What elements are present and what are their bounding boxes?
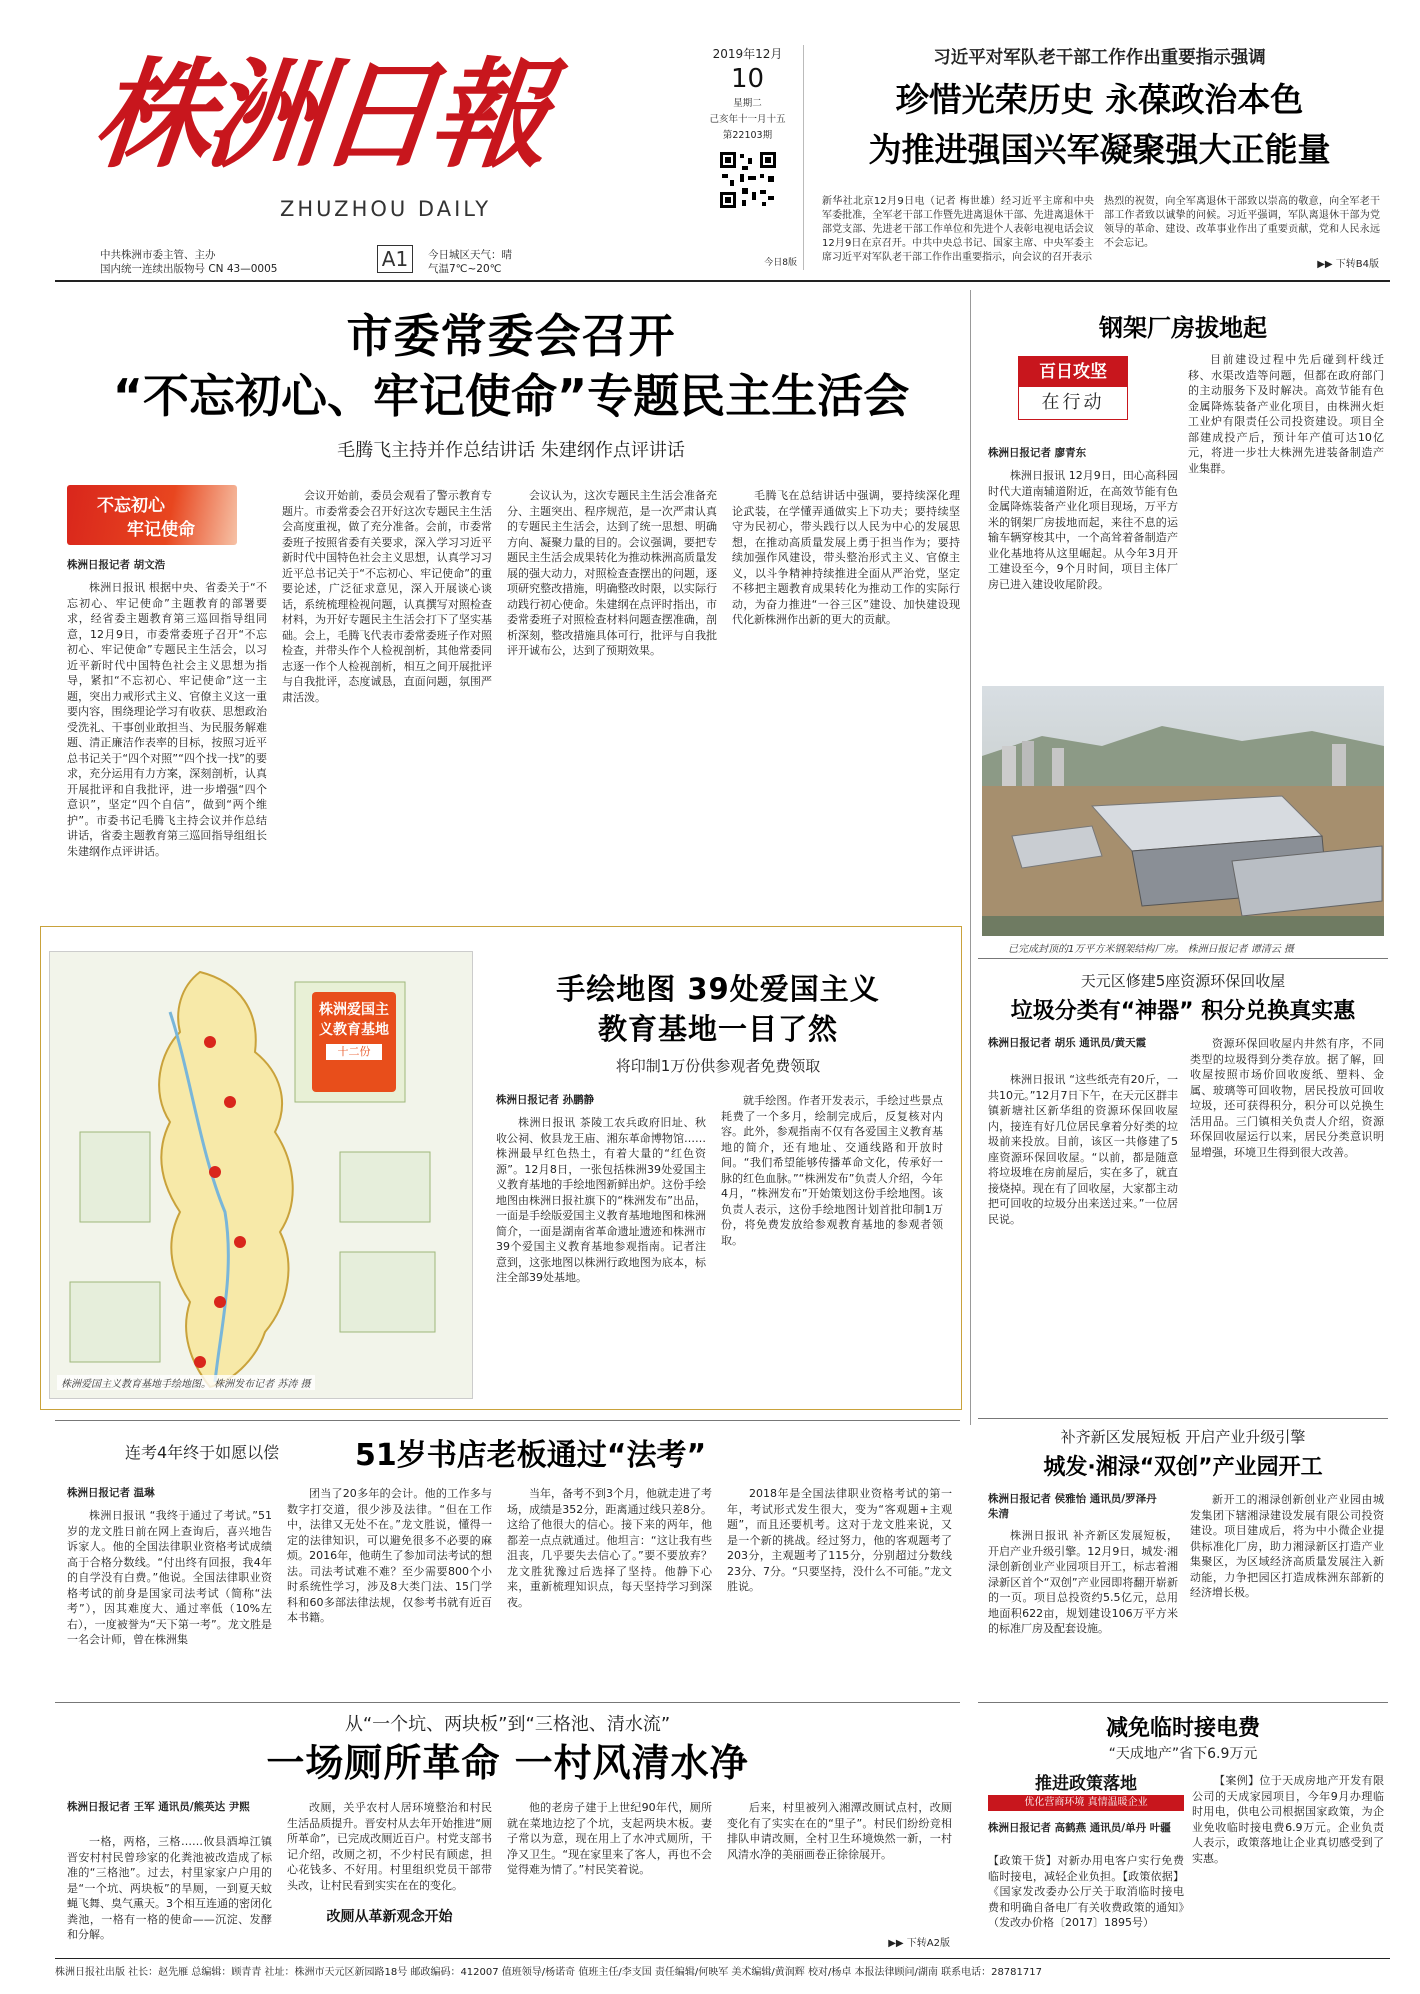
map-caption: 株洲爱国主义教育基地手绘地图。 株洲发布记者 苏涛 摄 [57,1375,315,1390]
map-illustration [50,952,473,1399]
bookstore-headline[interactable]: 51岁书店老板通过“法考” [355,1438,707,1473]
map-badge-title: 株洲爱国主义教育基地 [319,1002,389,1038]
map-story-box [40,926,962,1410]
map-headline-2[interactable]: 教育基地一目了然 [597,1012,838,1046]
fee-badge-top: 推进政策落地 [1035,1774,1137,1794]
steel-photo[interactable] [982,686,1384,936]
top-story-headline-2[interactable]: 为推进强国兴军凝聚强大正能量 [868,130,1331,169]
top-story-column-2: 热烈的祝贺，向全军离退休干部致以崇高的敬意，向全军老干部工作者致以诚挚的问候。习近平强调，军队离退休干部为党领导的革命、建设、改革事业作出了重要贡献，党和人民永远不会忘记。 [1104,196,1380,249]
masthead-divider [55,280,1390,282]
toilet-jump-label: 下转A2版 [906,1938,950,1949]
date-pages: 今日8版 [764,258,797,268]
toilet-kicker: 从“一个坑、两块板”到“三格池、清水流” [344,1714,671,1735]
map-badge-year: 十二份 [326,1044,382,1060]
date-issue: 第22103期 [722,130,773,141]
divider-garbage [978,958,1388,959]
date-box [692,45,804,270]
park-byline: 株洲日报记者 侯雅怡 通讯员/罗泽丹 朱清 [988,1493,1157,1520]
steel-badge-bottom: 在行动 [1041,392,1105,413]
map-byline: 株洲日报记者 孙鹏静 [496,1094,595,1106]
lead-byline: 株洲日报记者 胡文浩 [67,559,166,571]
masthead [50,35,690,275]
park-column-1: 株洲日报讯 补齐新区发展短板，开启产业升级引擎。12月9日，城发·湘渌创新创业产业园项目开工，标志着湘渌新区首个“双创”产业园即将翻开崭新的一页。项目总投资约5.5亿元，总用地面积622亩，规划建设106万平方米的标准厂房及配套设施。 [988,1529,1178,1635]
masthead-english: ZHUZHOU DAILY [280,197,492,221]
toilet-subhead: 改厕从革新观念开始 [326,1909,453,1925]
park-column-2: 新开工的湘渌创新创业产业园由城发集团下辖湘渌建设发展有限公司投资建设。项目建成后，将为中小微企业提供标准化厂房，助力湘渌新区打造产业集聚区，为区域经济高质量发展注入新动能，力争把园区打造成株洲东部新的经济增长极。 [1190,1493,1384,1599]
steel-caption: 已完成封顶的1万平方米钢架结构厂房。 株洲日报记者 谭清云 摄 [1008,944,1294,955]
garbage-kicker: 天元区修建5座资源环保回收屋 [1080,972,1286,990]
fee-badge-bottom: 优化营商环境 真情温暖企业 [988,1795,1184,1811]
fee-subtitle: “天成地产”省下6.9万元 [1108,1746,1258,1762]
date-lunar: 己亥年十一月十五 [709,114,786,125]
steel-story [978,290,1388,958]
bookstore-byline: 株洲日报记者 温琳 [67,1487,155,1499]
qr-code[interactable] [718,150,778,210]
top-story-jump-label: 下转B4版 [1335,259,1379,270]
lead-column-3: 会议认为，这次专题民主生活会准备充分、主题突出、程序规范，是一次严肃认真的专题民主生活会，达到了统一思想、明确方向、凝聚力量的目的。会议强调，要把专题民主生活会成果转化为推动株洲高质量发展的强大动力，对照检查查摆出的问题，逐项研究整改措施，明确整改时限，以实际行动践行初心使命。朱建纲在点评时指出，市委常委班子对照检查材料问题查摆准确，剖析深刻，整改措施具体可行，批评与自我批评开诚布公，达到了预期效果。 [507,489,717,657]
lead-subtitle: 毛腾飞主持并作总结讲话 朱建纲作点评讲话 [337,440,685,461]
lead-story [55,290,967,915]
divider-bookstore [55,1420,960,1421]
fee-story [978,1702,1388,1957]
lead-tag [67,485,237,545]
toilet-column-3: 他的老房子建于上世纪90年代，厕所就在菜地边挖了个坑，支起两块木板。妻子常以为意，现在用上了水冲式厕所，干净又卫生。“现在家里来了客人，再也不会觉得难为情了。”村民笑着说。 [507,1801,712,1876]
top-story-kicker[interactable]: 习近平对军队老干部工作作出重要指示强调 [933,48,1266,68]
footer: 株洲日报社出版 社长：赵先雁 总编辑：顾青青 社址：株洲市天元区新园路18号 邮政编码：412007 值班领导/杨诺奇 值班主任/李支国 责任编辑/何映军 美术编辑/黄润辉 校对/杨卓 本报法律顾问/湖南 联系电话：28781717 [55,1967,1042,1978]
lead-title-2[interactable]: “不忘初心、牢记使命”专题民主生活会 [112,369,910,423]
fee-column-2: 【案例】位于天成房地产开发有限公司的天成家园项目，今年9月办理临时用电，供电公司根据国家政策，为企业免收临时接电费6.9万元。企业负责人表示，政策落地让企业真切感受到了实惠。 [1192,1774,1384,1865]
top-story-jump[interactable]: ▶▶ 下转B4版 [1317,259,1379,270]
bookstore-kicker: 连考4年终于如愿以偿 [125,1443,280,1462]
fee-byline: 株洲日报记者 高鹤燕 通讯员/单丹 叶疆 [988,1822,1171,1834]
toilet-story [55,1704,960,1952]
bookstore-column-4: 2018年是全国法律职业资格考试的第一年，考试形式发生很大，变为“客观题+主观题”，而且还要机考。这对于龙文胜来说，又是一个新的挑战。经过努力，他的客观题考了203分，主观题考了115分，分别超过分数线23分、7分。“只要坚持，没什么不可能。”龙文胜说。 [727,1487,952,1593]
divider-toilet [55,1702,960,1703]
top-story-headline-1[interactable]: 珍惜光荣历史 永葆政治本色 [895,80,1304,119]
weather-temp: 气温7℃~20℃ [428,263,502,275]
toilet-column-4: 后来，村里被列入湘潭改厕试点村，改厕变化有了实实在在的“里子”。村民们纷纷竞相排队申请改厕，全村卫生环境焕然一新，一村风清水净的美丽画卷正徐徐展开。 [727,1801,952,1861]
bookstore-story [55,1422,960,1702]
right-column-divider [970,290,971,1425]
date-day: 10 [730,64,765,94]
bookstore-column-3: 当年，备考不到3个月，他就走进了考场，成绩是352分，距离通过线只差8分。这给了他很大的信心。接下来的两年，他都差一点点就通过。他坦言：“这让我有些沮丧，几乎要失去信心了。”要不要放弃？龙文胜犹豫过后选择了坚持。他静下心来，重新梳理知识点，每天坚持学习到深夜。 [507,1487,712,1609]
date-weekday: 星期二 [733,98,762,109]
park-headline[interactable]: 城发·湘渌“双创”产业园开工 [1043,1455,1323,1480]
bookstore-column-1: 株洲日报讯 “我终于通过了考试。”51岁的龙文胜日前在网上查询后，喜兴地告诉家人。他的全国法律职业资格考试成绩高于合格分数线。“付出终有回报，我4年的自学没有白费。”他说。全国法律职业资格考试的前身是国家司法考试（简称“法考”），因其难度大、通过率低（10%左右），一度被誉为“天下第一考”。龙文胜是一名会计师，曾在株洲集 [67,1509,272,1646]
map-headline-1[interactable]: 手绘地图 39处爱国主义 [556,972,880,1006]
toilet-jump[interactable]: ▶▶ 下转A2版 [888,1938,950,1949]
lead-column-1: 株洲日报讯 根据中央、省委关于“不忘初心、牢记使命”主题教育的部署要求，经省委主题教育第三巡回指导组同意，12月9日，市委常委班子召开“不忘初心、牢记使命”专题民主生活会，以习近平新时代中国特色社会主义思想为指导，紧扣“不忘初心、牢记使命”这一主题，突出力戒形式主义、官僚主义这一重要内容，围绕理论学习有收获、思想政治受洗礼、干事创业敢担当、为民服务解难题、清正廉洁作表率的目标，按照习近平总书记关于“四个对照”“四个找一找”的要求，充分运用有力方案，深刻剖析，认真开展批评和自我批评，进一步增强“四个意识”，坚定“四个自信”，做到“两个维护”。市委书记毛腾飞主持会议并作总结讲话，省委主题教育第三巡回指导组组长朱建纲作点评讲话。 [67,581,267,858]
steel-badge-top: 百日攻坚 [1019,357,1127,387]
toilet-column-1: 一格，两格，三格……攸县酒埠江镇晋安村村民曾珍家的化粪池被改造成了标准的“三格池”。过去，村里家家户户用的是“一个坑、两块板”的旱厕，一到夏天蚊蝇飞舞、臭气熏天。3个相互连通的密闭化粪池，一格有一格的使命——沉淀、发酵和分解。 [67,1835,272,1941]
top-story [812,45,1387,277]
steel-column-2: 目前建设过程中先后碰到杆线迁移、水渠改造等问题，但都在政府部门的主动服务下及时解决。高效节能有色金属降炼装备产业化项目，由株洲火炬工业炉有限责任公司投资建设。项目全部建成投产后，预计年产值可达10亿元，将进一步壮大株洲先进装备制造产业集群。 [1188,353,1384,475]
garbage-story [978,962,1388,1397]
garbage-headline[interactable]: 垃圾分类有“神器” 积分兑换真实惠 [1010,999,1356,1024]
map-column-1: 株洲日报讯 茶陵工农兵政府旧址、秋收公祠、攸县龙王庙、湘东革命博物馆……株洲最早红色热土，有着大量的“红色资源”。12月8日，一张包括株洲39处爱国主义教育基地的手绘地图新鲜出炉。这份手绘地图由株洲日报社旗下的“株洲发布”出品，一面是手绘版爱国主义教育基地地图和株洲简介，一面是湖南省革命遗址遗迹和株洲市39个爱国主义教育基地参观指南。记者注意到，这张地图以株洲行政地图为底本，标注全部39处基地。 [496,1116,706,1284]
divider-park [978,1418,1388,1419]
steel-photo-image [982,686,1384,936]
park-kicker: 补齐新区发展短板 开启产业升级引擎 [1060,1428,1306,1446]
map-subtitle: 将印制1万份供参观者免费领取 [615,1057,821,1075]
garbage-column-2: 资源环保回收屋内井然有序，不同类型的垃圾得到分类存放。据了解，回收屋按照市场价回收废纸、塑料、金属、玻璃等可回收物，居民投放可回收垃圾，还可获得积分，积分可以兑换生活用品。三门镇相关负责人介绍，资源环保回收屋运行以来，居民分类意识明显增强，环境卫生得到很大改善。 [1190,1037,1384,1159]
page-number: A1 [377,245,413,273]
footer-rule [55,1958,1390,1959]
bookstore-column-2: 团当了20多年的会计。他的工作多与数字打交道，很少涉及法律。“但在工作中，法律又无处不在。”龙文胜说，懂得一定的法律知识，可以避免很多不必要的麻烦。2016年，他萌生了参加司法考试的想法。司法考试难不难？至少需要800个小时系统性学习，涉及8大类门法、15门学科和60多部法律法规，仅参考书就有近百本书籍。 [287,1487,492,1624]
masthead-title: 株洲日報 [87,45,551,184]
garbage-column-1: 株洲日报讯 “这些纸壳有20斤，一共10元。”12月7日下午，在天元区群丰镇新塘社区新华组的资源环保回收屋内，接连有好几位居民拿着分好类的垃圾前来投放。目前，该区一共修建了5座资源环保回收屋。“以前，都是随意将垃圾堆在房前屋后，实在多了，就直接烧掉。现在有了回收屋，大家都主动把可回收的垃圾分出来送过来。”一位居民说。 [988,1073,1178,1226]
lead-tag-line-1: 不忘初心 [97,496,165,516]
lead-title-1[interactable]: 市委常委会召开 [346,309,676,363]
fee-headline[interactable]: 减免临时接电费 [1105,1716,1260,1741]
toilet-headline[interactable]: 一场厕所革命 一村风清水净 [266,1741,749,1785]
steel-headline[interactable]: 钢架厂房拔地起 [1099,314,1267,342]
date-year-month: 2019年12月 [712,47,783,61]
weather-line: 今日城区天气：晴 [428,249,512,261]
top-story-column-1: 新华社北京12月9日电（记者 梅世雄）经习近平主席和中央军委批准，全军老干部工作暨先进离退休干部、先进离退休干部党支部、先进老干部工作单位和先进个人表彰电视电话会议12月9日在京召开。中共中央总书记、国家主席、中央军委主席习近平对军队老干部工作作出重要指示，向会议的召开表示 [822,196,1094,263]
lead-tag-line-2: 牢记使命 [127,520,195,540]
cn-number: 国内统一连续出版物号 CN 43—0005 [100,263,278,275]
lead-column-4: 毛腾飞在总结讲话中强调，要持续深化理论武装，在学懂弄通做实上下功夫；要持续坚守为民初心，带头践行以人民为中心的发展思想，在推动高质量发展上勇于担当作为；要持续加强作风建设，带头整治形式主义、官僚主义，以斗争精神持续推进全面从严治党，坚定不移把主题教育成果转化为推动工作的实际行动，为奋力推进“一谷三区”建设、加快建设现代化新株洲作出新的更大的贡献。 [732,489,960,626]
map-badge [312,992,396,1092]
steel-column-1: 株洲日报讯 12月9日，田心高科园时代大道南辅道附近，在高效节能有色金属降炼装备产业化项目现场，万平方米的钢架厂房拔地而起，来往不息的运输车辆穿梭其中，一个高耸着备制造产业化基地将从这里崛起。从今年3月开工建设至今，9个月时间，项目主体厂房已进入建设收尾阶段。 [988,469,1178,591]
garbage-byline: 株洲日报记者 胡乐 通讯员/黄天霞 [988,1037,1147,1049]
map-image[interactable] [49,951,473,1399]
steel-badge [1018,356,1128,420]
lead-column-2: 会议开始前，委员会观看了警示教育专题片。市委常委会召开好这次专题民主生活会高度重视，做了充分准备。会前，市委常委班子按照省委有关要求，深入学习习近平新时代中国特色社会主义思想，认真学习习近平总书记关于“不忘初心、牢记使命”的重要论述，广泛征求意见，深入开展谈心谈话，系统梳理检视问题，认真撰写对照检查材料，为开好专题民主生活会打下了坚实基础。会上，毛腾飞代表市委常委班子作对照检查，并带头作个人检视剖析，其他常委同志逐一作个人检视剖析，相互之间开展批评与自我批评，态度诚恳，直面问题，氛围严肃活泼。 [282,489,492,704]
toilet-column-2: 改厕，关乎农村人居环境整治和村民生活品质提升。晋安村从去年开始推进“厕所革命”，已完成改厕近百户。村党支部书记介绍，改厕之初，不少村民有顾虑，担心花钱多、不好用。村里组织党员干部带头改，让村民看到实实在在的变化。 [287,1801,492,1892]
map-column-2: 就手绘图。作者开发表示，手绘过些景点耗费了一个多月，绘制完成后，反复核对内容。此外，参观指南不仅有各爱国主义教育基地的简介，还有地址、交通线路和开放时间。“我们希望能够传播革命文化，传承好一脉的红色血脉。”“株洲发布”负责人介绍，今年4月，“株洲发布”开始策划这份手绘地图。该负责人表示，这份手绘地图计划首批印制1万份，将免费发放给参观教育基地的参观者领取。 [721,1094,943,1247]
sponsor: 中共株洲市委主管、主办 [100,249,216,261]
fee-column-1: 【政策干货】对新办用电客户实行免费临时接电，减轻企业负担。【政策依据】《国家发改委办公厅关于取消临时接电费和明确自备电厂有关收费政策的通知》（发改办价格〔2017〕1895号） [988,1854,1184,1929]
fee-badge [988,1773,1184,1813]
toilet-byline: 株洲日报记者 王军 通讯员/熊英达 尹熙 [67,1801,250,1813]
steel-byline: 株洲日报记者 廖青东 [988,447,1087,459]
